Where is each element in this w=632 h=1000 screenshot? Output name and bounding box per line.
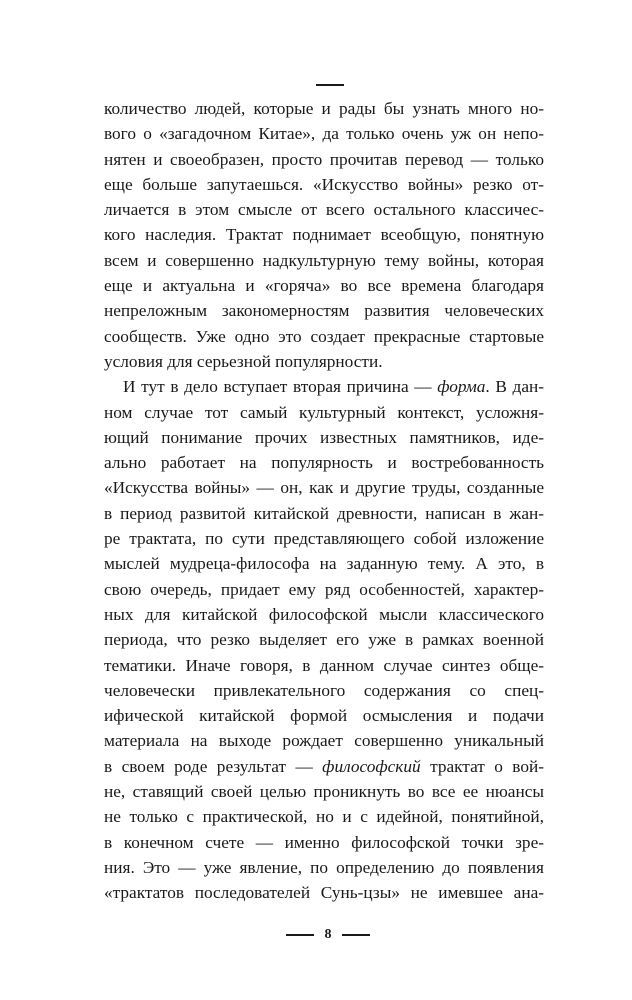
text-run: в период развитой китайской древности, написан в жан- (104, 503, 544, 523)
text-line (104, 172, 544, 197)
text-run: ально работает на популярность и востребованность (104, 453, 544, 473)
text-line (104, 678, 544, 703)
text-run: ре трактата, по сути представляющего собой изложение (104, 529, 544, 549)
text-run: не, ставящий своей целью проникнуть во все ее нюансы (104, 782, 544, 802)
italic-emphasis: философский (322, 756, 421, 776)
text-line (104, 501, 544, 526)
text-line (104, 703, 544, 728)
text-line (104, 121, 544, 146)
text-line (104, 425, 544, 450)
text-run: в конечном счете — именно философской точки зре- (104, 832, 544, 852)
text-line (104, 627, 544, 652)
text-run: кого наследия. Трактат поднимает всеобщую, понятную (104, 225, 544, 245)
text-line (104, 450, 544, 475)
text-line (104, 653, 544, 678)
text-run: не только с практической, но и с идейной, понятийной, (104, 807, 544, 827)
text-line (104, 728, 544, 753)
text-line (104, 855, 544, 880)
text-line (104, 197, 544, 222)
text-line (104, 526, 544, 551)
text-run: «Искусства войны» — он, как и другие труды, созданные (104, 478, 544, 498)
text-line (104, 804, 544, 829)
text-run: ифической китайской формой осмысления и подачи (104, 706, 544, 726)
text-run: тематики. Иначе говоря, в данном случае синтез обще- (104, 655, 544, 675)
text-line (104, 577, 544, 602)
italic-emphasis: форма (437, 377, 486, 397)
text-run: сообществ. Уже одно это создает прекрасные стартовые (104, 326, 544, 346)
top-ornament-rule (316, 84, 344, 86)
text-run: . В дан- (485, 377, 545, 397)
text-line (104, 96, 544, 121)
text-run: еще и актуальна и «горяча» во все времена благодаря (104, 276, 544, 296)
page-number: 8 (324, 927, 332, 942)
text-run: «трактатов последователей Сунь-цзы» не имевшее ана- (104, 883, 544, 903)
text-run: мыслей мудреца-философа на заданную тему. А это, в (104, 554, 544, 574)
footer-rule-right (342, 934, 370, 936)
text-line (104, 400, 544, 425)
text-run: трактат о вой- (420, 756, 544, 776)
text-run: ных для китайской философской мысли классического (104, 604, 544, 624)
text-run: ющий понимание прочих известных памятников, иде- (104, 427, 544, 447)
body-text (104, 96, 544, 906)
text-run: периода, что резко выделяет его уже в рамках военной (104, 630, 544, 650)
text-run: И тут в дело вступает вторая причина — (123, 377, 438, 397)
text-run: человечески привлекательного содержания со спец- (104, 680, 544, 700)
text-line (104, 248, 544, 273)
text-line (104, 324, 544, 349)
text-run: в своем роде результат — (104, 756, 323, 776)
text-run: свою очередь, придает ему ряд особенностей, характер- (104, 579, 544, 599)
text-run: нятен и своеобразен, просто прочитав перевод — только (104, 149, 544, 169)
footer-rule-left (286, 934, 314, 936)
text-run: количество людей, которые и рады бы узнать много но- (104, 99, 544, 118)
text-line (104, 147, 544, 172)
text-line (104, 222, 544, 247)
text-line (104, 298, 544, 323)
text-run: непреложным закономерностям развития человеческих (104, 301, 544, 321)
text-line (104, 880, 544, 905)
text-line (104, 551, 544, 576)
text-line (104, 273, 544, 298)
text-run: ном случае тот самый культурный контекст, усложня- (104, 402, 544, 422)
text-run: условия для серьезной популярности. (104, 351, 383, 371)
text-line (104, 349, 544, 374)
text-run: ния. Это — уже явление, по определению до появления (104, 857, 544, 877)
page-footer (286, 924, 370, 946)
text-run: еще больше запутаешься. «Искусство войны» резко от- (104, 174, 544, 194)
text-line (104, 602, 544, 627)
text-run: личается в этом смысле от всего остального классичес- (104, 200, 544, 220)
text-run: материала на выходе рождает совершенно уникальный (104, 731, 544, 751)
text-run: вого о «загадочном Китае», да только очень уж он непо- (104, 124, 544, 144)
text-run: всем и совершенно надкультурную тему войны, которая (104, 250, 544, 270)
text-line (104, 374, 544, 399)
text-line (104, 830, 544, 855)
text-line (104, 475, 544, 500)
text-line (104, 779, 544, 804)
text-line (104, 754, 544, 779)
